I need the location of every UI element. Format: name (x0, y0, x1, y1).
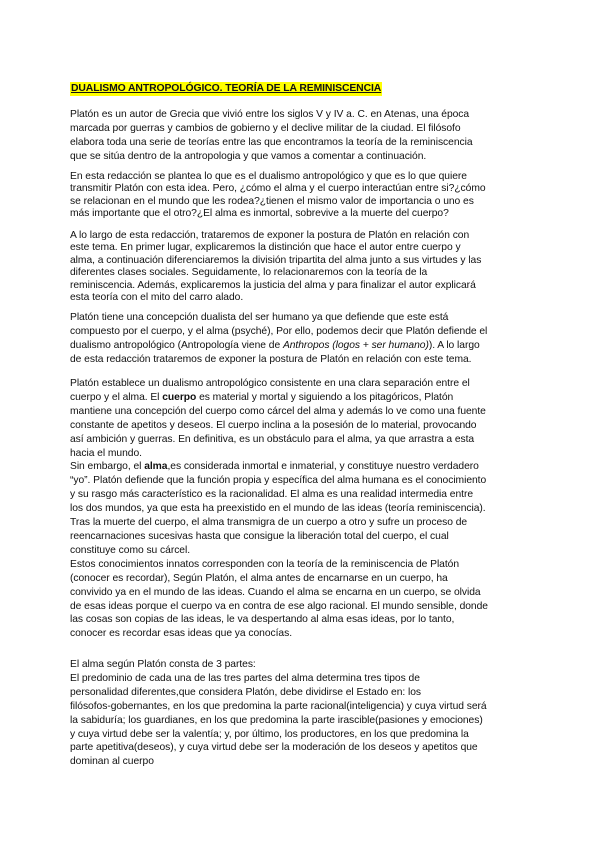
text-line: filósofos-gobernantes, en los que predomina la parte racional(inteligencia) y cuya virtud será (70, 700, 487, 712)
text-line: mantiene una concepción del cuerpo como cárcel del alma y además lo ve como una fuente (70, 405, 486, 417)
document-title: DUALISMO ANTROPOLÓGICO. TEORÍA DE LA REMINISCENCIA (71, 83, 382, 94)
text-line: (conocer es recordar), Según Platón, el alma antes de encarnarse en un cuerpo, ha (70, 572, 448, 584)
text-line: parte apetitiva(deseos), y cuya virtud debe ser la moderación de los deseos y apetitos que (70, 742, 478, 754)
text-line (70, 391, 536, 405)
text-line: y cuya virtud debe ser la valentía; y, por último, los productores, en los que predomina la (70, 728, 469, 740)
paragraph-dualism (70, 311, 536, 367)
text-line: transmitir Platón con esta idea. Pero, ¿cómo el alma y el cuerpo interactúan entre si?¿cómo (70, 183, 486, 195)
text-run: ). A lo largo (428, 339, 480, 351)
text-line: El alma según Platón consta de 3 partes: (70, 659, 256, 670)
text-run: cuerpo y el alma. El (70, 391, 163, 403)
text-line: las cosas son copias de las ideas, le va despertando al alma esas ideas, por lo tanto, (70, 614, 455, 626)
keyword-cuerpo: cuerpo (162, 391, 197, 403)
paragraph-soul-parts (70, 658, 536, 769)
text-line: Platón establece un dualismo antropológico consistente en una clara separación entre el (70, 378, 470, 389)
text-line: Platón es un autor de Grecia que vivió entre los siglos V y IV a. C. en Atenas, una época (70, 109, 470, 120)
text-line: dominan al cuerpo (70, 756, 154, 768)
text-line: de esta redacción trataremos de exponer la postura de Platón en relación con este tema. (70, 353, 472, 365)
text-run: ,es considerada inmortal e inmaterial, y constituye nuestro verdadero (167, 461, 479, 473)
text-line: diferentes clases sociales. Seguidamente, lo relacionaremos con la teoría de la (70, 267, 428, 279)
text-line: “yo”. Platón defiende que la función propia y específica del alma humana es el conocimiento (70, 475, 487, 487)
text-line: constituye como su cárcel. (70, 544, 191, 556)
text-line: Estos conocimientos innatos corresponden con la teoría de la reminiscencia de Platón (70, 558, 460, 570)
text-run: es material y mortal y siguiendo a los pitagóricos, Platón (196, 391, 454, 403)
text-line: y su rasgo más característico es la racionalidad. El alma es una realidad intermedia entre (70, 489, 474, 501)
text-line: alma, a continuación diferenciaremos la división tripartita del alma junto a sus virtudes y las (70, 254, 482, 266)
text-line: A lo largo de esta redacción, trataremos de exponer la postura de Platón en relación con (70, 230, 470, 241)
text-line: constante de apetitos y deseos. El cuerpo inclina a la posesión de lo material, provocando (70, 419, 477, 431)
text-line: Tras la muerte del cuerpo, el alma transmigra de un cuerpo a otro y sufre un proceso de (70, 517, 468, 529)
keyword-alma: alma (144, 461, 168, 473)
text-line: marcada por guerras y cambios de gobierno y el declive militar de la ciudad. El filósofo (70, 122, 461, 134)
text-run: dualismo antropológico (Antropología viene de (70, 339, 283, 351)
text-line: los dos mundos, ya que esta ha preexistido en el mundo de las ideas (teoría reminiscencia). (70, 503, 486, 515)
text-line: este tema. En primer lugar, explicaremos la distinción que hace el autor entre cuerpo y (70, 242, 461, 254)
text-run: Sin embargo, el (70, 461, 145, 473)
text-line: se relacionan en el mundo que les rodea?¿tienen el mismo valor de importancia o uno es (70, 195, 474, 207)
text-line: convivido ya en el mundo de las ideas. Cuando el alma se encarna en un cuerpo, se olvida (70, 586, 481, 598)
text-line: la sabiduría; los guardianes, en los que predomina la parte irascible(pasiones y emociones) (70, 714, 483, 726)
paragraph-intro (70, 108, 536, 164)
text-line: En esta redacción se plantea lo que es el dualismo antropológico y que es lo que quiere (70, 171, 467, 182)
paragraph-questions (70, 171, 536, 221)
text-line: que se sitúa dentro de la antropologia y que vamos a comentar a continuación. (70, 150, 427, 162)
text-line: elabora toda una serie de teorías entre las que encontramos la teoría de la reminiscencia (70, 136, 473, 148)
text-line: personalidad diferentes,que considera Platón, debe dividirse el Estado en: los (70, 686, 422, 698)
text-line: así ambición y guerras. En definitiva, es un obstáculo para el alma, ya que arrastra a esta (70, 433, 475, 445)
text-line: esta teoría con el mito del carro alado. (70, 292, 244, 304)
text-line (70, 460, 536, 474)
text-line: de esas ideas porque el cuerpo va en contra de ese algo racional. El mundo sensible, donde (70, 600, 488, 612)
paragraph-body-soul (70, 377, 536, 641)
text-line: El predominio de cada una de las tres partes del alma determina tres tipos de (70, 672, 420, 684)
paragraph-outline (70, 230, 536, 304)
text-line: Platón tiene una concepción dualista del ser humano ya que defiende que este está (70, 312, 449, 323)
italic-term: Anthropos (logos + ser humano) (282, 339, 429, 351)
text-line: compuesto por el cuerpo, y el alma (psyché), Por ello, podemos decir que Platón defiende el (70, 325, 488, 337)
text-line: reencarnaciones sucesivas hasta que consigue la liberación total del cuerpo, el cual (70, 530, 449, 542)
text-line: conocer es recordar esas ideas que ya conocías. (70, 628, 293, 640)
text-line: hacia el mundo. (70, 447, 142, 459)
text-line: más importante que el otro?¿El alma es inmortal, sobrevive a la muerte del cuerpo? (70, 208, 449, 220)
text-line: reminiscencia. Además, explicaremos la justicia del alma y para finalizar el autor explicará (70, 279, 476, 291)
text-line (70, 339, 536, 353)
